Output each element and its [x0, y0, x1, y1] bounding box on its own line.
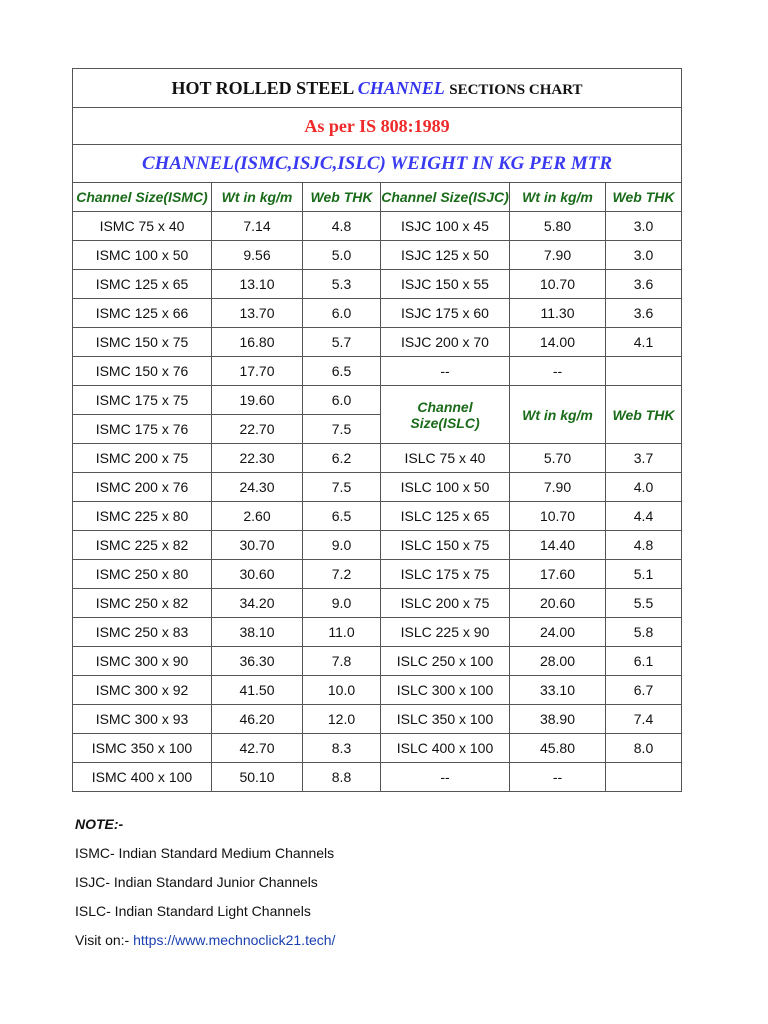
islc-size: ISLC 175 x 75: [381, 560, 510, 589]
islc-size: --: [381, 763, 510, 792]
islc-web: 8.0: [606, 734, 682, 763]
ismc-wt: 34.20: [212, 589, 303, 618]
table-row: [73, 560, 682, 589]
isjc-wt: 11.30: [510, 299, 606, 328]
table-row: [73, 241, 682, 270]
ismc-wt: 2.60: [212, 502, 303, 531]
ismc-size: ISMC 250 x 80: [73, 560, 212, 589]
islc-size: ISLC 300 x 100: [381, 676, 510, 705]
header-web: Web THK: [606, 386, 682, 444]
ismc-web: 7.2: [303, 560, 381, 589]
ismc-wt: 13.70: [212, 299, 303, 328]
ismc-web: 6.5: [303, 357, 381, 386]
ismc-size: ISMC 400 x 100: [73, 763, 212, 792]
table-row: [73, 299, 682, 328]
islc-wt: 24.00: [510, 618, 606, 647]
ismc-wt: 30.60: [212, 560, 303, 589]
isjc-size: ISJC 125 x 50: [381, 241, 510, 270]
header-isjc-size: Channel Size(ISJC): [381, 183, 510, 212]
islc-size: ISLC 150 x 75: [381, 531, 510, 560]
table-row: [73, 444, 682, 473]
isjc-wt: 10.70: [510, 270, 606, 299]
islc-web: 4.4: [606, 502, 682, 531]
header-ismc-size: Channel Size(ISMC): [73, 183, 212, 212]
ismc-wt: 38.10: [212, 618, 303, 647]
islc-size: ISLC 225 x 90: [381, 618, 510, 647]
ismc-size: ISMC 300 x 93: [73, 705, 212, 734]
islc-wt: 28.00: [510, 647, 606, 676]
ismc-web: 10.0: [303, 676, 381, 705]
ismc-wt: 16.80: [212, 328, 303, 357]
header-wt: Wt in kg/m: [510, 386, 606, 444]
ismc-web: 5.7: [303, 328, 381, 357]
isjc-wt: 5.80: [510, 212, 606, 241]
isjc-size: ISJC 100 x 45: [381, 212, 510, 241]
ismc-size: ISMC 225 x 82: [73, 531, 212, 560]
table-row: [73, 328, 682, 357]
isjc-web: 3.0: [606, 241, 682, 270]
ismc-wt: 22.70: [212, 415, 303, 444]
table-row: [73, 763, 682, 792]
ismc-web: 5.0: [303, 241, 381, 270]
isjc-web: 3.0: [606, 212, 682, 241]
table-row: [73, 647, 682, 676]
channel-sections-table: [72, 68, 682, 792]
islc-web: 3.7: [606, 444, 682, 473]
ismc-wt: 46.20: [212, 705, 303, 734]
ismc-wt: 50.10: [212, 763, 303, 792]
ismc-web: 9.0: [303, 589, 381, 618]
ismc-size: ISMC 200 x 75: [73, 444, 212, 473]
islc-size: ISLC 75 x 40: [381, 444, 510, 473]
table-row: [73, 386, 682, 415]
standard-subtitle: As per IS 808:1989: [73, 108, 682, 145]
islc-wt: --: [510, 763, 606, 792]
ismc-wt: 36.30: [212, 647, 303, 676]
isjc-size: ISJC 175 x 60: [381, 299, 510, 328]
header-wt: Wt in kg/m: [510, 183, 606, 212]
table-row: [73, 270, 682, 299]
header-web: Web THK: [303, 183, 381, 212]
header-web: Web THK: [606, 183, 682, 212]
ismc-size: ISMC 75 x 40: [73, 212, 212, 241]
table-row: [73, 734, 682, 763]
table-row: [73, 618, 682, 647]
note-isjc: ISJC- Indian Standard Junior Channels: [75, 874, 318, 890]
ismc-size: ISMC 175 x 76: [73, 415, 212, 444]
visit-label: Visit on:-: [75, 932, 130, 948]
table-row: [73, 705, 682, 734]
islc-size: ISLC 350 x 100: [381, 705, 510, 734]
header-wt: Wt in kg/m: [212, 183, 303, 212]
notes-section: [75, 816, 335, 961]
ismc-size: ISMC 250 x 82: [73, 589, 212, 618]
islc-wt: 10.70: [510, 502, 606, 531]
ismc-size: ISMC 300 x 90: [73, 647, 212, 676]
note-ismc: ISMC- Indian Standard Medium Channels: [75, 845, 335, 861]
table-row: [73, 357, 682, 386]
table-row: [73, 502, 682, 531]
islc-wt: 14.40: [510, 531, 606, 560]
ismc-wt: 13.10: [212, 270, 303, 299]
table-row: [73, 676, 682, 705]
ismc-size: ISMC 350 x 100: [73, 734, 212, 763]
ismc-size: ISMC 150 x 75: [73, 328, 212, 357]
islc-web: 6.1: [606, 647, 682, 676]
ismc-web: 6.2: [303, 444, 381, 473]
ismc-wt: 7.14: [212, 212, 303, 241]
islc-web: 4.0: [606, 473, 682, 502]
ismc-web: 6.0: [303, 386, 381, 415]
ismc-web: 7.5: [303, 415, 381, 444]
isjc-wt: 14.00: [510, 328, 606, 357]
isjc-wt: 7.90: [510, 241, 606, 270]
islc-web: 5.5: [606, 589, 682, 618]
ismc-wt: 9.56: [212, 241, 303, 270]
islc-web: [606, 763, 682, 792]
table-row: [73, 473, 682, 502]
islc-wt: 5.70: [510, 444, 606, 473]
ismc-web: 9.0: [303, 531, 381, 560]
islc-wt: 33.10: [510, 676, 606, 705]
notes-heading: NOTE:-: [75, 816, 124, 832]
islc-wt: 17.60: [510, 560, 606, 589]
ismc-wt: 42.70: [212, 734, 303, 763]
islc-web: 7.4: [606, 705, 682, 734]
ismc-wt: 30.70: [212, 531, 303, 560]
ismc-size: ISMC 300 x 92: [73, 676, 212, 705]
ismc-wt: 24.30: [212, 473, 303, 502]
islc-size: ISLC 400 x 100: [381, 734, 510, 763]
isjc-web: 4.1: [606, 328, 682, 357]
islc-size: ISLC 250 x 100: [381, 647, 510, 676]
chart-title: HOT ROLLED STEEL CHANNEL SECTIONS CHART: [73, 69, 682, 108]
ismc-web: 11.0: [303, 618, 381, 647]
table-row: [73, 212, 682, 241]
isjc-size: ISJC 150 x 55: [381, 270, 510, 299]
ismc-size: ISMC 175 x 75: [73, 386, 212, 415]
islc-size: ISLC 100 x 50: [381, 473, 510, 502]
ismc-wt: 17.70: [212, 357, 303, 386]
weight-heading: CHANNEL(ISMC,ISJC,ISLC) WEIGHT IN KG PER MTR: [73, 145, 682, 183]
ismc-web: 5.3: [303, 270, 381, 299]
ismc-web: 7.8: [303, 647, 381, 676]
ismc-web: 12.0: [303, 705, 381, 734]
islc-wt: 45.80: [510, 734, 606, 763]
note-islc: ISLC- Indian Standard Light Channels: [75, 903, 311, 919]
islc-wt: 7.90: [510, 473, 606, 502]
ismc-web: 8.8: [303, 763, 381, 792]
isjc-web: [606, 357, 682, 386]
ismc-size: ISMC 100 x 50: [73, 241, 212, 270]
islc-web: 5.1: [606, 560, 682, 589]
visit-line: [75, 932, 335, 961]
ismc-size: ISMC 225 x 80: [73, 502, 212, 531]
ismc-size: ISMC 150 x 76: [73, 357, 212, 386]
header-islc-size: Channel Size(ISLC): [381, 386, 510, 444]
islc-size: ISLC 125 x 65: [381, 502, 510, 531]
ismc-web: 6.0: [303, 299, 381, 328]
ismc-web: 8.3: [303, 734, 381, 763]
table-row: [73, 531, 682, 560]
table-row: [73, 589, 682, 618]
ismc-wt: 22.30: [212, 444, 303, 473]
ismc-wt: 41.50: [212, 676, 303, 705]
ismc-size: ISMC 125 x 65: [73, 270, 212, 299]
isjc-wt: --: [510, 357, 606, 386]
islc-web: 4.8: [606, 531, 682, 560]
islc-web: 6.7: [606, 676, 682, 705]
website-link[interactable]: https://www.mechnoclick21.tech/: [133, 932, 336, 948]
ismc-web: 7.5: [303, 473, 381, 502]
ismc-size: ISMC 200 x 76: [73, 473, 212, 502]
ismc-size: ISMC 250 x 83: [73, 618, 212, 647]
ismc-size: ISMC 125 x 66: [73, 299, 212, 328]
ismc-wt: 19.60: [212, 386, 303, 415]
ismc-web: 6.5: [303, 502, 381, 531]
islc-wt: 38.90: [510, 705, 606, 734]
isjc-size: --: [381, 357, 510, 386]
isjc-size: ISJC 200 x 70: [381, 328, 510, 357]
islc-size: ISLC 200 x 75: [381, 589, 510, 618]
isjc-web: 3.6: [606, 270, 682, 299]
isjc-web: 3.6: [606, 299, 682, 328]
islc-wt: 20.60: [510, 589, 606, 618]
ismc-web: 4.8: [303, 212, 381, 241]
islc-web: 5.8: [606, 618, 682, 647]
